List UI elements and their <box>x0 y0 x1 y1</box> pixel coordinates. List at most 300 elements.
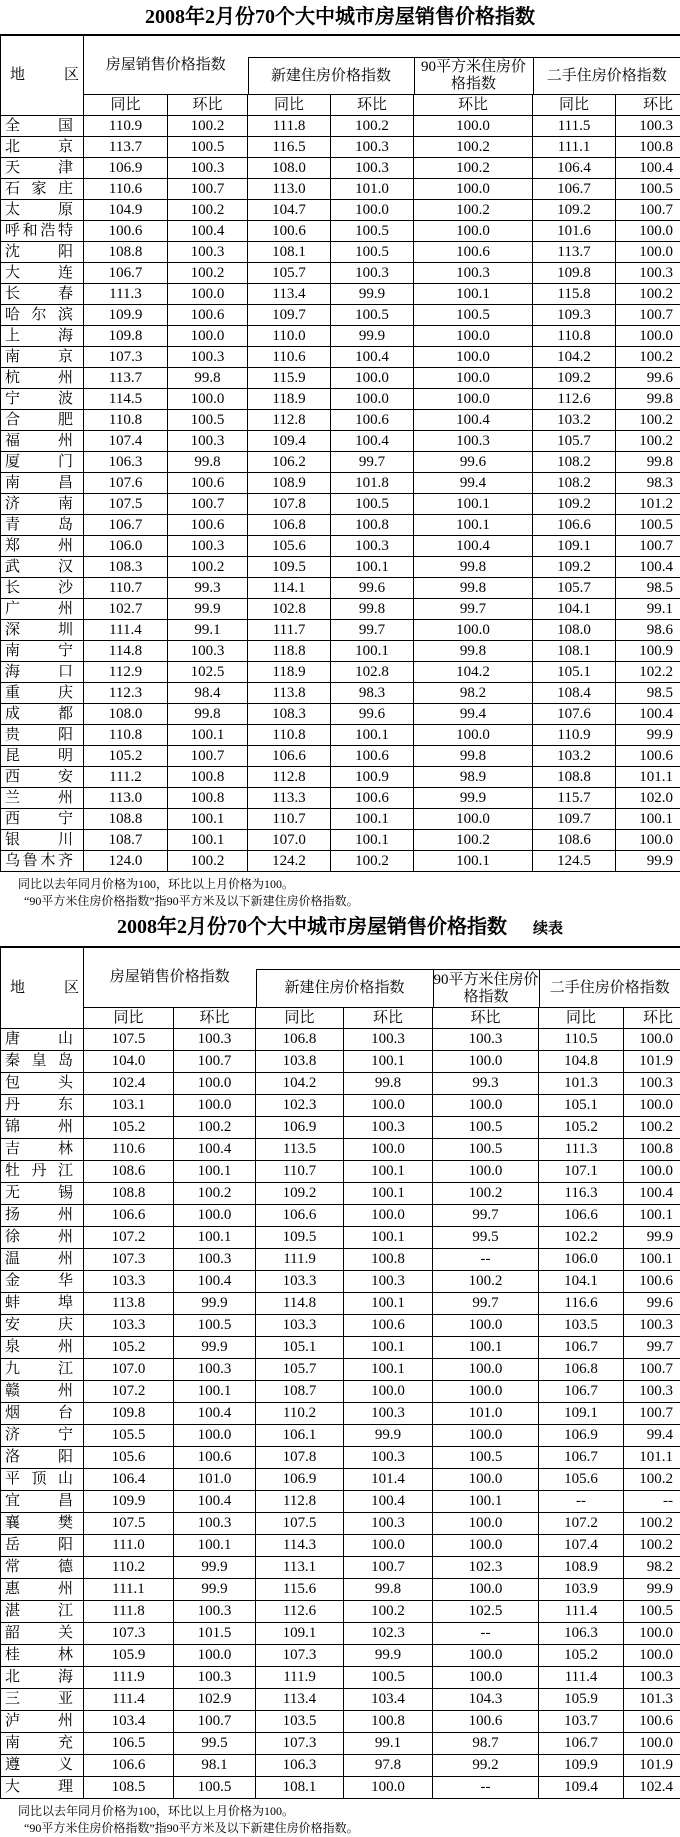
value-cell: 110.8 <box>248 725 331 746</box>
value-cell: 108.8 <box>84 1183 174 1205</box>
value-cell: 109.9 <box>539 1755 624 1777</box>
value-cell: 114.1 <box>248 578 331 599</box>
value-cell: 100.1 <box>433 1337 539 1359</box>
value-cell: 111.9 <box>84 1667 174 1689</box>
table-row <box>1 410 680 431</box>
value-cell: 109.1 <box>256 1623 344 1645</box>
table-row <box>1 1205 680 1227</box>
value-cell: 105.2 <box>84 1337 174 1359</box>
value-cell: 100.2 <box>168 851 248 872</box>
value-cell: 100.1 <box>331 830 414 851</box>
value-cell: 106.7 <box>539 1381 624 1403</box>
value-cell: 107.4 <box>539 1535 624 1557</box>
table-row <box>1 746 680 767</box>
value-cell: 100.8 <box>168 767 248 788</box>
table-row <box>1 1381 680 1403</box>
value-cell: 100.0 <box>331 200 414 221</box>
value-cell: 110.7 <box>248 809 331 830</box>
value-cell: 98.3 <box>616 473 680 494</box>
region-header-cell: 地区 <box>1 947 84 1029</box>
value-cell: 111.5 <box>533 116 616 137</box>
value-cell: 104.0 <box>84 1051 174 1073</box>
table-row <box>1 1293 680 1315</box>
value-cell: 110.7 <box>256 1161 344 1183</box>
value-cell: 98.2 <box>414 683 533 704</box>
region-cell: 西宁 <box>1 809 84 830</box>
value-cell: 100.4 <box>331 347 414 368</box>
table-row <box>1 1359 680 1381</box>
table-row <box>1 851 680 872</box>
value-cell: 100.1 <box>344 1359 433 1381</box>
value-cell: 100.2 <box>174 1117 256 1139</box>
region-cell: 宁波 <box>1 389 84 410</box>
value-cell: 100.0 <box>174 1073 256 1095</box>
region-cell: 三亚 <box>1 1689 84 1711</box>
value-cell: 100.0 <box>433 1535 539 1557</box>
value-cell: 100.0 <box>433 1645 539 1667</box>
region-cell: 大理 <box>1 1777 84 1799</box>
table-row <box>1 1645 680 1667</box>
value-cell: 113.8 <box>248 683 331 704</box>
value-cell: 108.4 <box>533 683 616 704</box>
table-row <box>1 1139 680 1161</box>
value-cell: 100.2 <box>624 1535 680 1557</box>
value-cell: 105.6 <box>84 1447 174 1469</box>
value-cell: 107.2 <box>84 1381 174 1403</box>
value-cell: 100.3 <box>344 1403 433 1425</box>
table-row <box>1 662 680 683</box>
value-cell: 100.0 <box>414 116 533 137</box>
value-cell: 107.6 <box>533 704 616 725</box>
value-cell: 100.2 <box>616 284 680 305</box>
value-cell: 99.9 <box>344 1645 433 1667</box>
value-cell: 100.2 <box>331 851 414 872</box>
table-row <box>1 200 680 221</box>
value-cell: 111.0 <box>84 1535 174 1557</box>
value-cell: 100.4 <box>344 1491 433 1513</box>
value-cell: 98.2 <box>624 1557 680 1579</box>
subheader-secondhand-yoy: 同比 <box>533 95 616 116</box>
value-cell: 111.4 <box>84 620 168 641</box>
value-cell: 107.4 <box>84 431 168 452</box>
value-cell: 106.0 <box>84 536 168 557</box>
value-cell: 100.6 <box>624 1271 680 1293</box>
value-cell: 102.4 <box>84 1073 174 1095</box>
value-cell: 115.7 <box>533 788 616 809</box>
table-row <box>1 767 680 788</box>
value-cell: 104.7 <box>248 200 331 221</box>
value-cell: 111.9 <box>256 1249 344 1271</box>
table-row <box>1 221 680 242</box>
value-cell: 98.6 <box>616 620 680 641</box>
header-group-row <box>1 947 680 1008</box>
region-cell: 吉林 <box>1 1139 84 1161</box>
value-cell: 106.8 <box>248 515 331 536</box>
value-cell: 113.1 <box>256 1557 344 1579</box>
value-cell: 100.0 <box>433 1579 539 1601</box>
value-cell: 100.3 <box>414 263 533 284</box>
region-cell: 广州 <box>1 599 84 620</box>
value-cell: 100.0 <box>433 1513 539 1535</box>
value-cell: 113.8 <box>84 1293 174 1315</box>
group-header-secondhand: 二手住房价格指数 <box>533 35 680 95</box>
table-row <box>1 284 680 305</box>
value-cell: 100.6 <box>168 473 248 494</box>
region-cell: 太原 <box>1 200 84 221</box>
value-cell: 100.2 <box>433 1183 539 1205</box>
value-cell: 100.4 <box>616 704 680 725</box>
region-cell: 九江 <box>1 1359 84 1381</box>
value-cell: 100.3 <box>331 536 414 557</box>
value-cell: 100.0 <box>168 284 248 305</box>
region-cell: 武汉 <box>1 557 84 578</box>
table-row <box>1 389 680 410</box>
value-cell: 103.2 <box>533 410 616 431</box>
value-cell: 100.1 <box>414 851 533 872</box>
value-cell: 100.0 <box>414 620 533 641</box>
value-cell: 109.4 <box>248 431 331 452</box>
region-cell: 银川 <box>1 830 84 851</box>
table-row <box>1 725 680 746</box>
value-cell: 100.7 <box>174 1051 256 1073</box>
value-cell: 104.2 <box>256 1073 344 1095</box>
value-cell: 100.5 <box>174 1777 256 1799</box>
value-cell: 100.2 <box>168 557 248 578</box>
value-cell: 100.8 <box>344 1711 433 1733</box>
region-cell: 遵义 <box>1 1755 84 1777</box>
value-cell: 109.3 <box>533 305 616 326</box>
value-cell: 100.0 <box>414 179 533 200</box>
value-cell: 107.2 <box>539 1513 624 1535</box>
value-cell: 100.0 <box>433 1161 539 1183</box>
region-cell: 襄樊 <box>1 1513 84 1535</box>
value-cell: 100.0 <box>624 1161 680 1183</box>
value-cell: 100.2 <box>616 347 680 368</box>
region-cell: 南昌 <box>1 473 84 494</box>
value-cell: 103.3 <box>256 1315 344 1337</box>
value-cell: 118.9 <box>248 662 331 683</box>
continued-label: 续表 <box>533 921 563 937</box>
value-cell: 112.8 <box>256 1491 344 1513</box>
value-cell: 100.3 <box>331 137 414 158</box>
value-cell: 100.5 <box>331 305 414 326</box>
value-cell: 100.0 <box>616 326 680 347</box>
value-cell: 110.2 <box>256 1403 344 1425</box>
value-cell: 100.7 <box>168 494 248 515</box>
value-cell: 107.3 <box>84 1249 174 1271</box>
value-cell: 100.3 <box>174 1513 256 1535</box>
value-cell: 100.0 <box>624 1645 680 1667</box>
value-cell: 106.4 <box>84 1469 174 1491</box>
value-cell: 100.5 <box>433 1447 539 1469</box>
value-cell: 100.3 <box>168 158 248 179</box>
value-cell: -- <box>433 1249 539 1271</box>
value-cell: 99.8 <box>414 641 533 662</box>
value-cell: 100.3 <box>331 158 414 179</box>
value-cell: 113.7 <box>533 242 616 263</box>
value-cell: 100.1 <box>344 1183 433 1205</box>
value-cell: 100.3 <box>168 641 248 662</box>
table-row <box>1 1425 680 1447</box>
value-cell: 100.5 <box>174 1315 256 1337</box>
value-cell: -- <box>539 1491 624 1513</box>
value-cell: 100.5 <box>331 242 414 263</box>
region-cell: 蚌埠 <box>1 1293 84 1315</box>
table-row <box>1 1029 680 1051</box>
value-cell: 100.1 <box>168 830 248 851</box>
value-cell: 100.1 <box>414 494 533 515</box>
value-cell: 100.2 <box>616 431 680 452</box>
value-cell: 105.7 <box>533 578 616 599</box>
value-cell: 100.0 <box>433 1667 539 1689</box>
value-cell: 106.6 <box>539 1205 624 1227</box>
value-cell: 100.1 <box>624 1249 680 1271</box>
value-cell: 107.5 <box>256 1513 344 1535</box>
value-cell: 100.1 <box>344 1293 433 1315</box>
subheader-90sqm-mom: 环比 <box>414 95 533 116</box>
value-cell: 108.0 <box>248 158 331 179</box>
group-header-secondhand: 二手住房价格指数 <box>539 947 680 1008</box>
value-cell: 100.1 <box>624 1205 680 1227</box>
value-cell: 100.3 <box>174 1359 256 1381</box>
value-cell: 100.3 <box>616 263 680 284</box>
value-cell: 110.8 <box>533 326 616 347</box>
value-cell: 103.9 <box>539 1579 624 1601</box>
value-cell: 100.1 <box>344 1337 433 1359</box>
region-cell: 安庆 <box>1 1315 84 1337</box>
value-cell: 99.4 <box>414 473 533 494</box>
header-sub-row <box>1 95 680 116</box>
value-cell: 100.3 <box>344 1029 433 1051</box>
value-cell: 100.5 <box>433 1139 539 1161</box>
value-cell: 113.5 <box>256 1139 344 1161</box>
value-cell: 100.6 <box>331 746 414 767</box>
value-cell: 98.9 <box>414 767 533 788</box>
value-cell: 104.1 <box>539 1271 624 1293</box>
value-cell: 109.2 <box>533 494 616 515</box>
value-cell: 100.7 <box>616 200 680 221</box>
value-cell: 107.3 <box>256 1645 344 1667</box>
value-cell: 111.7 <box>248 620 331 641</box>
value-cell: 124.2 <box>248 851 331 872</box>
value-cell: 100.7 <box>624 1359 680 1381</box>
table-row <box>1 1469 680 1491</box>
value-cell: 100.6 <box>331 410 414 431</box>
value-cell: 100.0 <box>433 1095 539 1117</box>
value-cell: 114.8 <box>256 1293 344 1315</box>
value-cell: 100.3 <box>433 1029 539 1051</box>
value-cell: 109.8 <box>84 1403 174 1425</box>
region-cell: 西安 <box>1 767 84 788</box>
value-cell: 99.8 <box>168 452 248 473</box>
value-cell: 111.2 <box>84 767 168 788</box>
value-cell: 104.3 <box>433 1689 539 1711</box>
value-cell: 100.1 <box>344 1161 433 1183</box>
value-cell: 108.9 <box>248 473 331 494</box>
value-cell: 103.3 <box>256 1271 344 1293</box>
value-cell: 100.7 <box>168 179 248 200</box>
subheader-sales-mom: 环比 <box>168 95 248 116</box>
table-row <box>1 368 680 389</box>
value-cell: 100.2 <box>344 1601 433 1623</box>
value-cell: 110.2 <box>84 1557 174 1579</box>
value-cell: 105.2 <box>84 1117 174 1139</box>
value-cell: 99.7 <box>331 620 414 641</box>
region-header-cell: 地区 <box>1 35 84 116</box>
value-cell: 101.0 <box>331 179 414 200</box>
value-cell: 112.8 <box>248 767 331 788</box>
value-cell: 103.3 <box>84 1315 174 1337</box>
value-cell: 100.0 <box>433 1381 539 1403</box>
value-cell: 103.1 <box>84 1095 174 1117</box>
value-cell: 107.3 <box>84 1623 174 1645</box>
value-cell: 112.9 <box>84 662 168 683</box>
value-cell: 101.1 <box>624 1447 680 1469</box>
value-cell: 105.7 <box>248 263 331 284</box>
region-cell: 平顶山 <box>1 1469 84 1491</box>
value-cell: 118.9 <box>248 389 331 410</box>
value-cell: 102.3 <box>433 1557 539 1579</box>
value-cell: 100.0 <box>624 1029 680 1051</box>
table-row <box>1 1183 680 1205</box>
region-cell: 厦门 <box>1 452 84 473</box>
value-cell: 106.8 <box>539 1359 624 1381</box>
value-cell: 100.0 <box>344 1777 433 1799</box>
value-cell: 100.4 <box>168 221 248 242</box>
region-cell: 长沙 <box>1 578 84 599</box>
value-cell: 100.2 <box>414 137 533 158</box>
value-cell: 108.8 <box>533 767 616 788</box>
value-cell: 108.5 <box>84 1777 174 1799</box>
value-cell: 101.3 <box>624 1689 680 1711</box>
value-cell: 108.6 <box>533 830 616 851</box>
table-row <box>1 452 680 473</box>
table-row <box>1 1249 680 1271</box>
value-cell: 102.9 <box>174 1689 256 1711</box>
value-cell: 111.9 <box>256 1667 344 1689</box>
value-cell: 106.7 <box>84 263 168 284</box>
value-cell: 108.7 <box>256 1381 344 1403</box>
value-cell: 101.9 <box>624 1755 680 1777</box>
value-cell: 108.7 <box>84 830 168 851</box>
value-cell: 107.2 <box>84 1227 174 1249</box>
value-cell: 110.6 <box>84 1139 174 1161</box>
footnote-90sqm-definition: “90平方米住房价格指数”指90平方米及以下新建住房价格指数。 <box>0 893 680 910</box>
value-cell: 100.4 <box>624 1183 680 1205</box>
value-cell: 118.8 <box>248 641 331 662</box>
value-cell: 99.6 <box>414 452 533 473</box>
value-cell: 109.2 <box>533 557 616 578</box>
value-cell: 106.7 <box>539 1337 624 1359</box>
value-cell: 99.9 <box>624 1579 680 1601</box>
value-cell: 103.2 <box>533 746 616 767</box>
value-cell: 108.3 <box>248 704 331 725</box>
table-row <box>1 536 680 557</box>
value-cell: 111.3 <box>539 1139 624 1161</box>
value-cell: 100.3 <box>174 1249 256 1271</box>
value-cell: 109.9 <box>84 305 168 326</box>
page-title-continued <box>0 916 680 940</box>
value-cell: 102.5 <box>433 1601 539 1623</box>
value-cell: 107.3 <box>84 347 168 368</box>
value-cell: 100.6 <box>433 1711 539 1733</box>
region-cell: 金华 <box>1 1271 84 1293</box>
value-cell: 100.0 <box>331 368 414 389</box>
value-cell: 100.6 <box>616 746 680 767</box>
region-cell: 南京 <box>1 347 84 368</box>
value-cell: 109.8 <box>84 326 168 347</box>
value-cell: 106.5 <box>84 1733 174 1755</box>
value-cell: 102.2 <box>539 1227 624 1249</box>
value-cell: 98.7 <box>433 1733 539 1755</box>
value-cell: 108.0 <box>84 704 168 725</box>
value-cell: 100.4 <box>174 1271 256 1293</box>
value-cell: 99.1 <box>344 1733 433 1755</box>
value-cell: 99.9 <box>616 851 680 872</box>
value-cell: 98.3 <box>331 683 414 704</box>
value-cell: 108.2 <box>533 473 616 494</box>
group-header-sales-index: 房屋销售价格指数 <box>84 947 256 1008</box>
value-cell: 99.3 <box>433 1073 539 1095</box>
table-row <box>1 1403 680 1425</box>
value-cell: 107.8 <box>256 1447 344 1469</box>
table-row <box>1 1579 680 1601</box>
value-cell: 100.0 <box>414 725 533 746</box>
value-cell: 99.9 <box>174 1293 256 1315</box>
value-cell: 108.1 <box>533 641 616 662</box>
value-cell: 105.2 <box>539 1117 624 1139</box>
value-cell: 114.3 <box>256 1535 344 1557</box>
subheader-secondhand-mom: 环比 <box>616 95 680 116</box>
value-cell: 115.8 <box>533 284 616 305</box>
table-row <box>1 578 680 599</box>
value-cell: 113.0 <box>84 788 168 809</box>
value-cell: 99.8 <box>168 704 248 725</box>
table-row <box>1 1227 680 1249</box>
value-cell: 99.9 <box>174 1337 256 1359</box>
region-cell: 南宁 <box>1 641 84 662</box>
table-row <box>1 431 680 452</box>
value-cell: 99.8 <box>616 452 680 473</box>
region-cell: 徐州 <box>1 1227 84 1249</box>
value-cell: 99.7 <box>414 599 533 620</box>
value-cell: 100.5 <box>616 179 680 200</box>
value-cell: 106.7 <box>533 179 616 200</box>
value-cell: 100.6 <box>414 242 533 263</box>
value-cell: 109.7 <box>248 305 331 326</box>
value-cell: 100.0 <box>433 1425 539 1447</box>
value-cell: 99.8 <box>414 578 533 599</box>
value-cell: 101.0 <box>174 1469 256 1491</box>
table-row <box>1 1491 680 1513</box>
value-cell: 100.2 <box>414 158 533 179</box>
table-row <box>1 1777 680 1799</box>
value-cell: 100.2 <box>168 116 248 137</box>
value-cell: 105.9 <box>84 1645 174 1667</box>
value-cell: 99.8 <box>331 599 414 620</box>
region-cell: 上海 <box>1 326 84 347</box>
region-cell: 大连 <box>1 263 84 284</box>
value-cell: 107.5 <box>84 494 168 515</box>
table-row <box>1 1271 680 1293</box>
value-cell: 111.4 <box>539 1667 624 1689</box>
value-cell: 106.3 <box>84 452 168 473</box>
value-cell: 100.5 <box>168 137 248 158</box>
value-cell: 100.1 <box>174 1381 256 1403</box>
value-cell: 107.5 <box>84 1029 174 1051</box>
value-cell: 106.6 <box>256 1205 344 1227</box>
value-cell: 99.8 <box>344 1073 433 1095</box>
